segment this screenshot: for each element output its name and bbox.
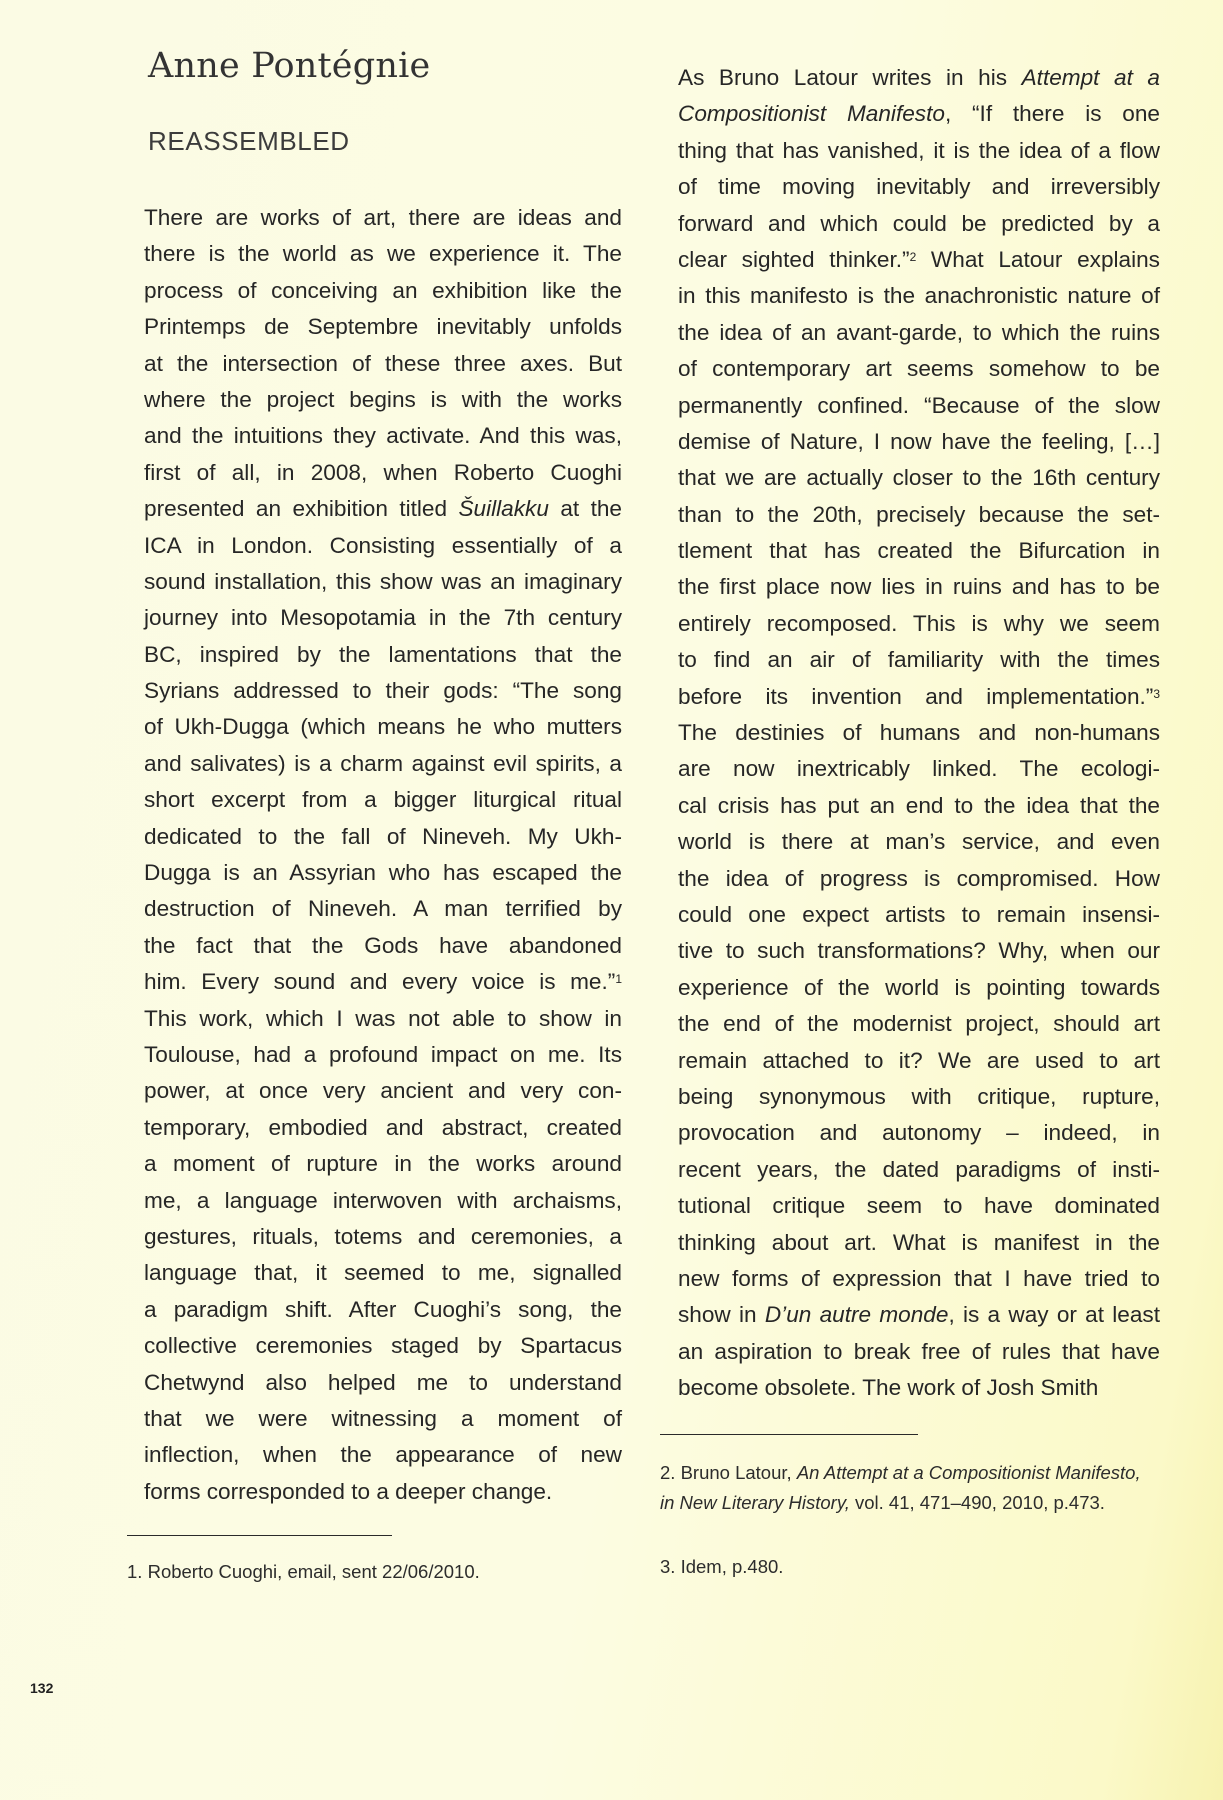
- text-line: [144, 1001, 622, 1037]
- text-line: [144, 1365, 622, 1401]
- text-line: [144, 528, 622, 564]
- text-line: [678, 861, 1160, 897]
- text-line: [144, 1401, 622, 1437]
- italic-title: Šuillakku: [458, 496, 549, 522]
- footnote-2-number: 2.: [660, 1462, 676, 1483]
- text-segment: the idea of progress is compromised. How: [678, 865, 1160, 891]
- text-line: [678, 315, 1160, 351]
- text-line: [678, 1079, 1160, 1115]
- text-segment: entirely recomposed. This is why we seem: [678, 610, 1160, 636]
- text-line: [144, 1219, 622, 1255]
- text-line: [678, 1370, 1160, 1406]
- text-segment: provocation and autonomy – indeed, in: [678, 1120, 1160, 1146]
- text-line: [144, 1110, 622, 1146]
- text-segment: first of all, in 2008, when Roberto Cuoghi: [144, 459, 622, 485]
- text-segment: What Latour explains: [916, 246, 1160, 272]
- text-line: [144, 236, 622, 272]
- text-line: [144, 1292, 622, 1328]
- text-segment: There are works of art, there are ideas and: [144, 205, 622, 230]
- footnote-divider-left: [127, 1535, 392, 1536]
- text-segment: show in: [678, 1302, 765, 1328]
- text-segment: being synonymous with critique, rupture,: [678, 1083, 1160, 1109]
- text-segment: the first place now lies in ruins and has to be: [678, 574, 1160, 600]
- text-segment: permanently confined. “Because of the slow: [678, 392, 1160, 418]
- italic-title: Compositionist Manifesto: [678, 101, 945, 127]
- text-segment: of time moving inevitably and irreversibly: [678, 174, 1160, 200]
- text-line: [678, 1006, 1160, 1042]
- text-segment: and salivates) is a charm against evil spirits, a: [144, 750, 622, 776]
- text-line: [144, 273, 622, 309]
- text-segment: could one expect artists to remain insensi-: [678, 901, 1160, 927]
- text-segment: world is there at man’s service, and even: [678, 829, 1160, 855]
- text-segment: experience of the world is pointing towards: [678, 974, 1160, 1000]
- text-line: [144, 600, 622, 636]
- text-segment: power, at once very ancient and very con-: [144, 1078, 622, 1104]
- text-segment: presented an exhibition titled: [144, 496, 459, 522]
- text-segment: are now inextricably linked. The ecologi-: [678, 756, 1160, 782]
- text-segment: As Bruno Latour writes in his: [678, 65, 1022, 90]
- text-segment: collective ceremonies staged by Spartacus: [144, 1333, 622, 1359]
- footnote-divider-right: [660, 1434, 918, 1435]
- page-number: 132: [30, 1680, 54, 1696]
- text-segment: a paradigm shift. After Cuoghi’s song, the: [144, 1296, 622, 1322]
- text-segment: become obsolete. The work of Josh Smith: [678, 1375, 1099, 1401]
- footnote-1-number: 1.: [127, 1561, 143, 1582]
- left-column-body: [144, 200, 622, 1510]
- text-segment: Toulouse, had a profound impact on me. Its: [144, 1041, 622, 1067]
- footnote-1: [127, 1557, 597, 1587]
- footnote-3-text: Idem, p.480.: [680, 1556, 784, 1577]
- text-line: [678, 1261, 1160, 1297]
- text-segment: forward and which could be predicted by a: [678, 210, 1160, 236]
- text-segment: thing that has vanished, it is the idea of a flow: [678, 137, 1160, 163]
- text-segment: there is the world as we experience it. The: [144, 241, 622, 267]
- text-line: [678, 1152, 1160, 1188]
- text-line: [678, 533, 1160, 569]
- text-segment: and the intuitions they activate. And this was,: [144, 423, 622, 449]
- text-line: [678, 606, 1160, 642]
- text-segment: destruction of Nineveh. A man terrified by: [144, 896, 622, 922]
- text-line: [144, 346, 622, 382]
- text-line: [678, 642, 1160, 678]
- text-line: [144, 1328, 622, 1364]
- text-segment: at the: [548, 496, 622, 522]
- text-line: [678, 751, 1160, 787]
- footnote-3-number: 3.: [660, 1556, 676, 1577]
- text-segment: Chetwynd also helped me to understand: [144, 1369, 622, 1395]
- text-line: [144, 855, 622, 891]
- text-segment: tlement that has created the Bifurcation in: [678, 538, 1160, 564]
- text-segment: The destinies of humans and non-humans: [678, 720, 1160, 746]
- text-segment: temporary, embodied and abstract, created: [144, 1114, 622, 1140]
- text-segment: , is a way or at least: [948, 1302, 1160, 1328]
- text-segment: cal crisis has put an end to the idea that the: [678, 792, 1160, 818]
- text-segment: journey into Mesopotamia in the 7th century: [144, 605, 622, 631]
- text-line: [144, 491, 622, 527]
- text-segment: recent years, the dated paradigms of insti-: [678, 1156, 1160, 1182]
- text-segment: , “If there is one: [944, 101, 1161, 127]
- text-line: [144, 1474, 622, 1510]
- text-line: [144, 964, 622, 1000]
- text-line: [144, 309, 622, 345]
- text-segment: dedicated to the fall of Nineveh. My Ukh-: [144, 823, 622, 849]
- text-line: [678, 970, 1160, 1006]
- text-segment: in this manifesto is the anachronistic nature of: [678, 283, 1160, 309]
- text-segment: that we are actually closer to the 16th century: [678, 465, 1160, 491]
- footnote-reference: 1: [615, 972, 622, 987]
- text-segment: of Ukh-Dugga (which means he who mutters: [144, 714, 622, 740]
- essay-title: REASSEMBLED: [148, 126, 350, 156]
- author-name: Anne Pontégnie: [148, 46, 431, 86]
- text-line: [144, 819, 622, 855]
- text-line: [144, 673, 622, 709]
- text-segment: new forms of expression that I have tried to: [678, 1265, 1160, 1291]
- text-segment: demise of Nature, I now have the feeling, […]: [678, 428, 1160, 454]
- text-segment: remain attached to it? We are used to art: [678, 1047, 1160, 1073]
- footnote-reference: 3: [1153, 686, 1160, 701]
- footnote-2-details: vol. 41, 471–490, 2010, p.473.: [854, 1492, 1105, 1513]
- text-segment: Printemps de Septembre inevitably unfolds: [144, 314, 622, 340]
- footnote-3: [660, 1552, 1160, 1582]
- text-segment: of contemporary art seems somehow to be: [678, 356, 1160, 382]
- text-line: [144, 637, 622, 673]
- text-segment: tutional critique seem to have dominated: [678, 1193, 1160, 1219]
- text-segment: where the project begins is with the works: [144, 386, 622, 412]
- text-line: [678, 715, 1160, 751]
- footnote-reference: 2: [909, 249, 917, 264]
- text-segment: me, a language interwoven with archaisms,: [144, 1187, 622, 1213]
- text-line: [678, 897, 1160, 933]
- text-line: [678, 933, 1160, 969]
- text-line: [144, 418, 622, 454]
- text-segment: language that, it seemed to me, signalled: [144, 1260, 622, 1286]
- footnote-1-text: Roberto Cuoghi, email, sent 22/06/2010.: [147, 1561, 480, 1582]
- text-segment: BC, inspired by the lamentations that the: [144, 641, 622, 667]
- text-segment: an aspiration to break free of rules that have: [678, 1338, 1160, 1364]
- text-line: [144, 709, 622, 745]
- text-segment: sound installation, this show was an imaginary: [144, 568, 622, 594]
- text-segment: than to the 20th, precisely because the set-: [678, 501, 1160, 527]
- text-segment: short excerpt from a bigger liturgical ritual: [144, 787, 622, 813]
- text-segment: tive to such transformations? Why, when our: [678, 938, 1160, 964]
- text-line: [678, 569, 1160, 605]
- text-line: [678, 679, 1160, 715]
- text-line: [678, 242, 1160, 278]
- text-segment: to find an air of familiarity with the times: [678, 647, 1160, 673]
- text-line: [678, 169, 1160, 205]
- text-line: [678, 1297, 1160, 1333]
- text-segment: that we were witnessing a moment of: [144, 1405, 622, 1431]
- text-line: [144, 200, 622, 236]
- text-line: [144, 1255, 622, 1291]
- text-segment: at the intersection of these three axes. But: [144, 350, 622, 376]
- text-segment: before its invention and implementation.”: [678, 683, 1154, 709]
- text-line: [144, 564, 622, 600]
- text-line: [678, 1334, 1160, 1370]
- text-line: [144, 1073, 622, 1109]
- footnote-2: [660, 1458, 1160, 1518]
- text-line: [678, 497, 1160, 533]
- text-line: [144, 746, 622, 782]
- text-line: [678, 460, 1160, 496]
- text-segment: clear sighted thinker.”: [678, 246, 910, 272]
- text-segment: inflection, when the appearance of new: [144, 1442, 622, 1468]
- text-line: [144, 1437, 622, 1473]
- text-segment: ICA in London. Consisting essentially of a: [144, 532, 622, 558]
- text-line: [678, 788, 1160, 824]
- footnote-2-title: An Attempt at a Compositionist Manifesto, in New Literary History,: [660, 1462, 1141, 1513]
- italic-title: Attempt at a: [1021, 65, 1160, 90]
- text-segment: forms corresponded to a deeper change.: [144, 1478, 553, 1504]
- text-line: [678, 388, 1160, 424]
- text-line: [678, 60, 1160, 96]
- text-segment: thinking about art. What is manifest in the: [678, 1229, 1160, 1255]
- text-line: [678, 424, 1160, 460]
- text-line: [144, 1037, 622, 1073]
- text-segment: the idea of an avant-garde, to which the ruins: [678, 319, 1160, 345]
- text-segment: process of conceiving an exhibition like the: [144, 277, 622, 303]
- text-segment: the fact that the Gods have abandoned: [144, 932, 622, 958]
- text-segment: a moment of rupture in the works around: [144, 1151, 622, 1177]
- text-line: [678, 1043, 1160, 1079]
- text-line: [678, 1188, 1160, 1224]
- text-line: [678, 206, 1160, 242]
- text-line: [678, 1225, 1160, 1261]
- text-line: [678, 96, 1160, 132]
- text-line: [144, 891, 622, 927]
- text-line: [678, 351, 1160, 387]
- text-line: [144, 782, 622, 818]
- text-segment: him. Every sound and every voice is me.”: [144, 969, 616, 995]
- right-column-body: [678, 60, 1160, 1406]
- text-segment: gestures, rituals, totems and ceremonies, a: [144, 1223, 622, 1249]
- italic-title: D’un autre monde: [764, 1302, 949, 1328]
- text-line: [144, 928, 622, 964]
- text-line: [144, 1146, 622, 1182]
- text-line: [678, 1115, 1160, 1151]
- text-segment: This work, which I was not able to show in: [144, 1005, 622, 1031]
- text-line: [144, 1183, 622, 1219]
- text-line: [144, 455, 622, 491]
- text-segment: the end of the modernist project, should art: [678, 1011, 1160, 1037]
- text-segment: Syrians addressed to their gods: “The song: [144, 678, 622, 704]
- text-segment: Dugga is an Assyrian who has escaped the: [144, 860, 622, 886]
- footnote-2-author: Bruno Latour,: [680, 1462, 792, 1483]
- text-line: [144, 382, 622, 418]
- text-line: [678, 278, 1160, 314]
- text-line: [678, 824, 1160, 860]
- text-line: [678, 133, 1160, 169]
